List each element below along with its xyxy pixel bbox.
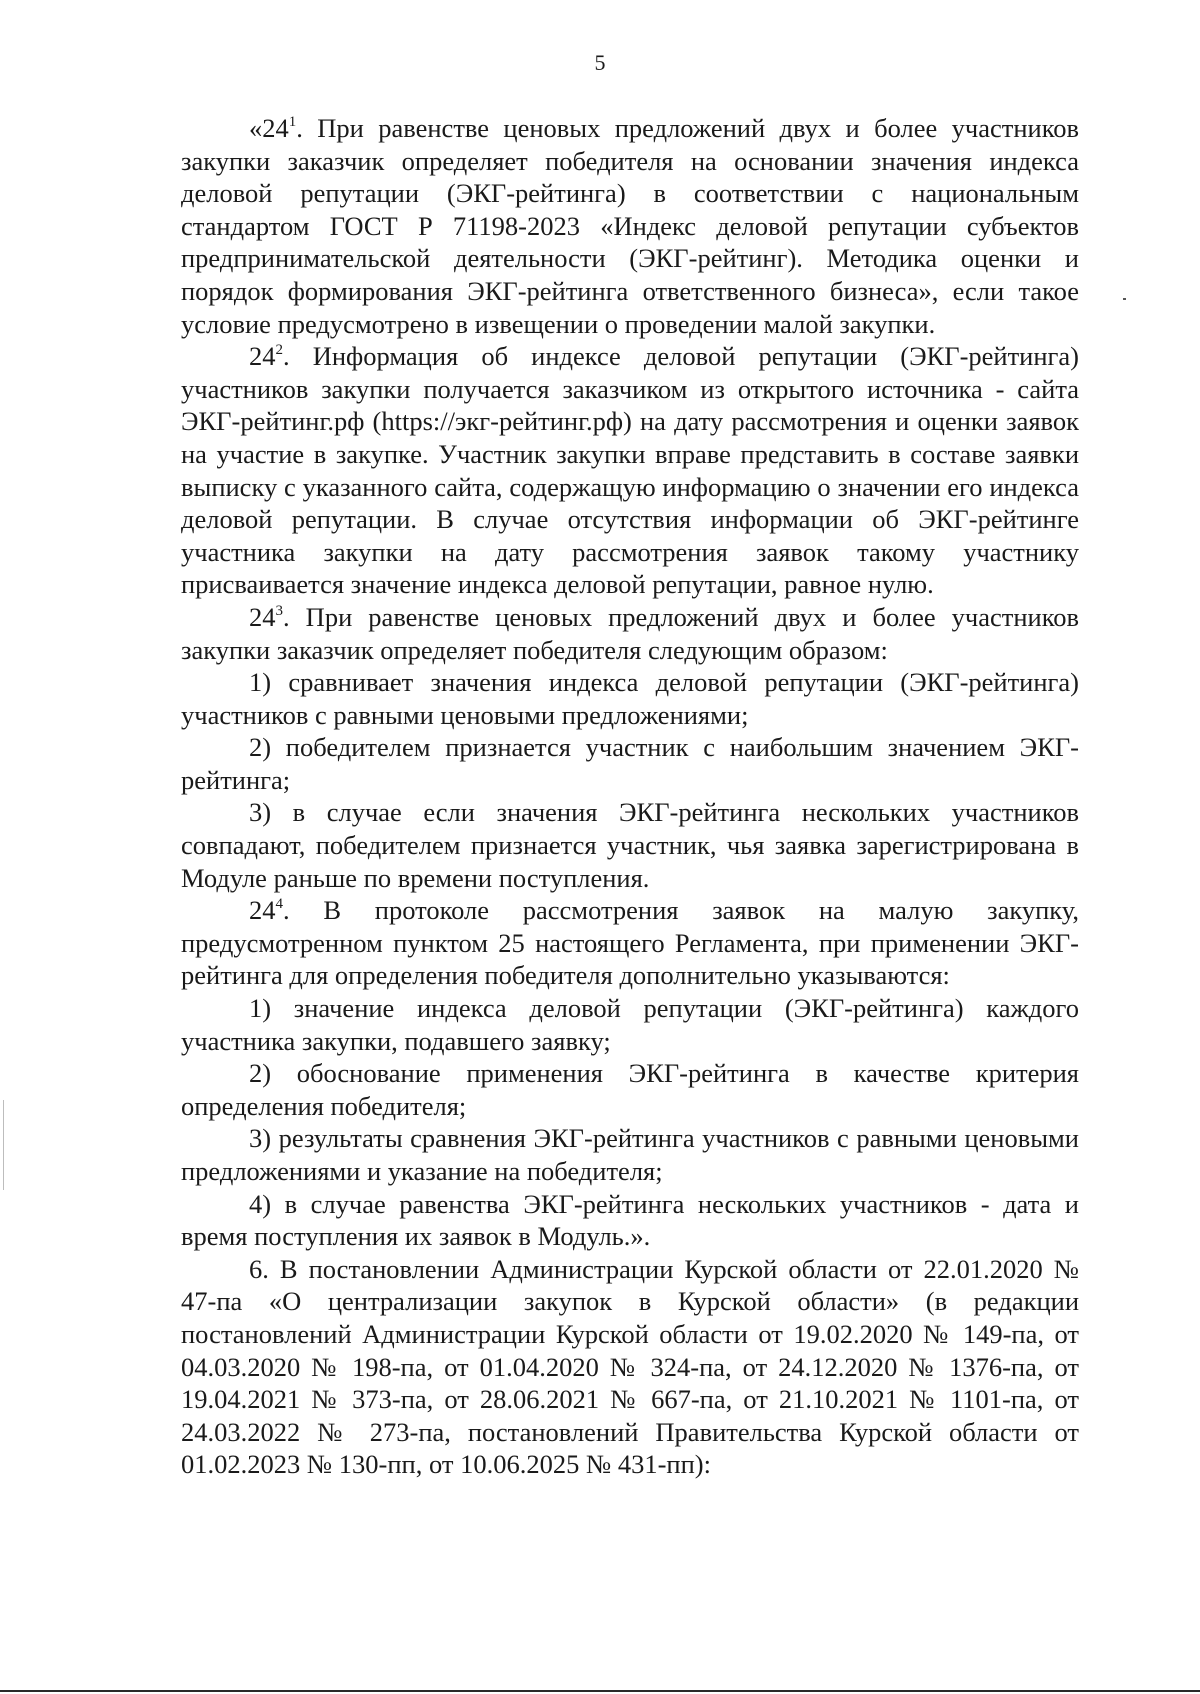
page-number: 5 <box>594 50 606 75</box>
clause-number: «24 <box>249 113 289 143</box>
clause-text: . При равенстве ценовых предложений двух и более участников закупки заказчик определяет победителя на основании значения индекса деловой репутации (ЭКГ-рейтинга) в соответствии с национальным стандартом ГОСТ Р 71198-2023 «Индекс деловой репутации субъектов предпринимательской деятельности (ЭКГ-рейтинг). Методика оценки и порядок формирования ЭКГ-рейтинга ответственного бизнеса», если такое условие предусмотрено в извещении о проведении малой закупки. <box>181 113 1079 339</box>
clause-24-3-item-2 <box>181 731 1079 796</box>
clause-text: 1) сравнивает значения индекса деловой репутации (ЭКГ-рейтинга) участников с равными ценовыми предложениями; <box>181 667 1079 730</box>
clause-text: 4) в случае равенства ЭКГ-рейтинга нескольких участников - дата и время поступления их заявок в Модуль.». <box>181 1188 1079 1252</box>
clause-24-4-item-4 <box>181 1188 1079 1253</box>
clause-number: 24 <box>249 341 276 372</box>
clause-text: . При равенстве ценовых предложений двух и более участников закупки заказчик определяет победителя следующим образом: <box>181 601 1079 665</box>
clause-number: 24 <box>249 895 276 926</box>
clause-text: 3) результаты сравнения ЭКГ-рейтинга участников с равными ценовыми предложениями и указание на победителя; <box>181 1123 1079 1186</box>
clause-text: 1) значение индекса деловой репутации (ЭКГ-рейтинга) каждого участника закупки, подавшего заявку; <box>181 993 1079 1056</box>
clause-24-3-item-3 <box>181 796 1079 894</box>
scan-edge-mark <box>3 1100 4 1190</box>
clause-text: 3) в случае если значения ЭКГ-рейтинга нескольких участников совпадают, победителем признается участник, чья заявка зарегистрирована в Модуле раньше по времени поступления. <box>181 797 1079 893</box>
clause-24-4 <box>181 894 1079 992</box>
clause-24-4-item-2 <box>181 1057 1079 1122</box>
clause-24-4-item-1 <box>181 992 1079 1057</box>
clause-text: 2) обоснование применения ЭКГ-рейтинга в качестве критерия определения победителя; <box>181 1058 1079 1121</box>
clause-text: 2) победителем признается участник с наибольшим значением ЭКГ-рейтинга; <box>181 732 1079 795</box>
clause-24-4-item-3 <box>181 1122 1079 1187</box>
clause-text: . Информация об индексе деловой репутации (ЭКГ-рейтинга) участников закупки получается заказчиком из открытого источника - сайта ЭКГ-рейтинг.рф (https://экг-рейтинг.рф) на дату рассмотрения и оценки заявок на участие в закупке. Участник закупки вправе представить в составе заявки выписку с указанного сайта, содержащую информацию о значении его индекса деловой репутации. В случае отсутствия информации об ЭКГ-рейтинге участника закупки на дату рассмотрения заявок такому участнику присваивается значение индекса деловой репутации, равное нулю. <box>181 341 1079 600</box>
clause-superscript: 2 <box>275 342 283 359</box>
clause-text: 6. В постановлении Администрации Курской области от 22.01.2020 № 47-па «О централизации закупок в Курской области» (в редакции постановлений Администрации Курской области от 19.02.2020 № 149-па, от 04.03.2020 № 198-па, от 01.04.2020 № 324-па, от 24.12.2020 № 1376-па, от 19.04.2021 № 373-па, от 28.06.2021 № 667-па, от 21.10.2021 № 1101-па, от 24.03.2022 № 273-па, постановлений Правительства Курской области от 01.02.2023 № 130-пп, от 10.06.2025 № 431-пп): <box>181 1253 1079 1480</box>
clause-24-1 <box>181 112 1079 340</box>
clause-superscript: 1 <box>288 114 297 130</box>
clause-number: 24 <box>249 601 276 632</box>
clause-text: . В протоколе рассмотрения заявок на малую закупку, предусмотренном пунктом 25 настоящего Регламента, при применении ЭКГ-рейтинга для определения победителя дополнительно указываются: <box>181 895 1079 991</box>
clause-24-3 <box>181 601 1079 666</box>
clause-superscript: 4 <box>275 896 283 913</box>
clause-6 <box>181 1253 1079 1481</box>
clause-24-3-item-1 <box>181 666 1079 731</box>
scan-speck <box>1123 298 1126 300</box>
document-body <box>181 112 1079 1481</box>
clause-24-2 <box>181 340 1079 601</box>
clause-superscript: 3 <box>275 602 283 619</box>
page-bottom-edge <box>0 1690 1200 1692</box>
